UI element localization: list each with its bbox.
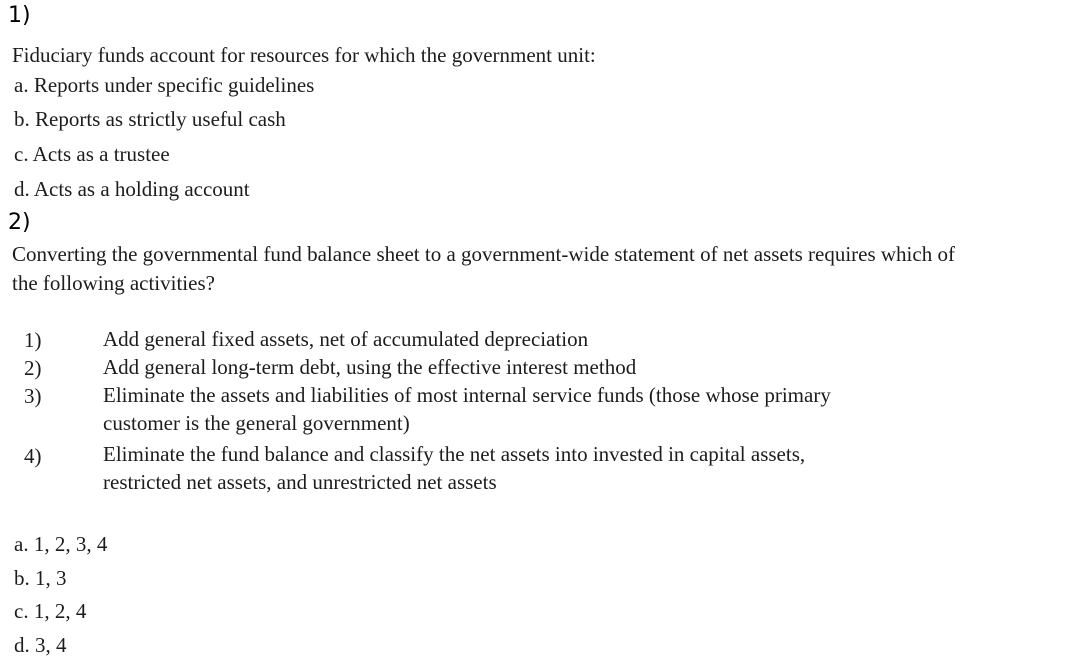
statement-2-number: 2) [24,356,42,380]
question-2-option-c: c. 1, 2, 4 [14,599,87,623]
question-2-prompt-line-1: Converting the governmental fund balance sheet to a government-wide statement of net assets requires which of [12,242,955,266]
question-2-number: 2) [8,210,31,235]
question-1-option-c: c. Acts as a trustee [14,142,170,166]
question-1-prompt: Fiduciary funds account for resources for which the government unit: [12,43,596,67]
statement-3-line-1: Eliminate the assets and liabilities of most internal service funds (those whose primary [103,383,831,407]
statement-3-number: 3) [24,384,42,408]
question-2-option-a: a. 1, 2, 3, 4 [14,532,108,556]
question-1-option-b: b. Reports as strictly useful cash [14,107,286,131]
question-1-option-a: a. Reports under specific guidelines [14,73,315,97]
question-1-option-d: d. Acts as a holding account [14,177,250,201]
question-1-number: 1) [8,3,31,28]
question-2-option-b: b. 1, 3 [14,566,67,590]
statement-1-number: 1) [24,328,42,352]
statement-4-line-2: restricted net assets, and unrestricted net assets [103,470,497,494]
question-2-option-d: d. 3, 4 [14,633,67,657]
statement-1-line-1: Add general fixed assets, net of accumulated depreciation [103,327,589,351]
statement-2-line-1: Add general long-term debt, using the effective interest method [103,355,637,379]
question-2-prompt-line-2: the following activities? [12,271,215,295]
statement-4-line-1: Eliminate the fund balance and classify the net assets into invested in capital assets, [103,442,806,466]
statement-3-line-2: customer is the general government) [103,411,410,435]
statement-4-number: 4) [24,444,42,468]
